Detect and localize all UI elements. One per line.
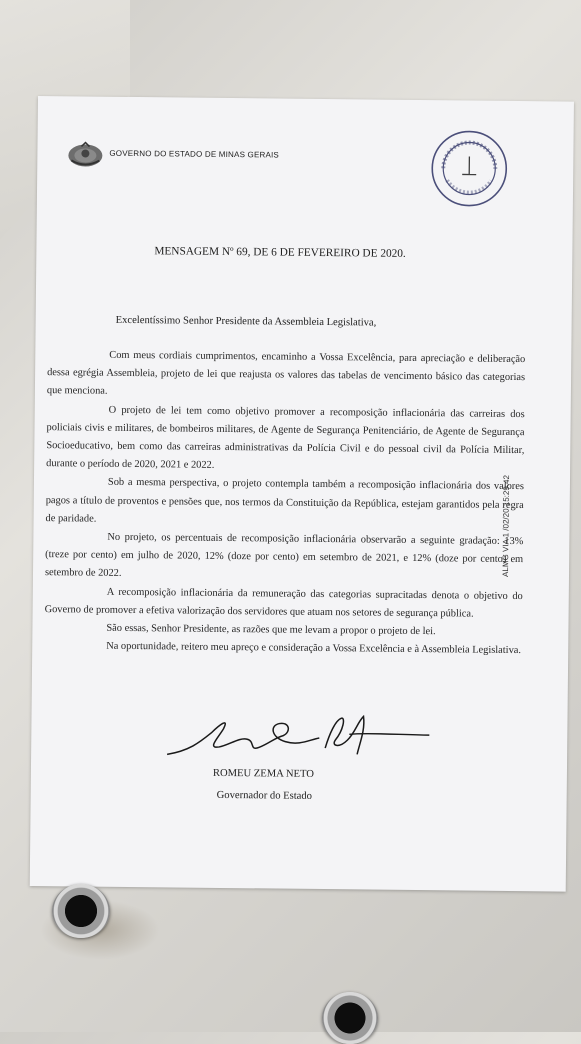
salutation: Excelentíssimo Senhor Presidente da Assembleia Legislativa, — [115, 314, 377, 329]
protocol-stamp-icon — [429, 128, 510, 209]
paragraph: Sob a mesma perspectiva, o projeto contempla também a recomposição inflacionária dos valores pagos a título de proventos e pensões que, nos termos da Constituição da República, estejam garantidos pela regra de paridade. — [45, 477, 524, 525]
paragraph: O projeto de lei tem como objetivo promover a recomposição inflacionária das carreiras dos policiais civis e militares, de bombeiros militares, de Agente de Segurança Penitenciário, de Agente de Segurança Socioeducativo, bem como das carreiras administrativas da Polícia Civil e do pessoal civil da Polícia Militar, durante o período de 2020, 2021 e 2022. — [46, 404, 525, 472]
paragraph: Com meus cordiais cumprimentos, encaminho a Vossa Excelência, para apreciação e deliberação dessa egrégia Assembleia, projeto de lei que reajusta os valores das tabelas de vencimento básico das categorias que menciona. — [46, 349, 526, 398]
document-title: MENSAGEM Nº 69, DE 6 DE FEVEREIRO DE 2020. — [154, 245, 406, 260]
wall-anchor-icon — [322, 992, 378, 1044]
document-body — [44, 346, 525, 660]
wall-anchor-icon — [52, 884, 110, 938]
signer-name: ROMEU ZEMA NETO — [212, 767, 315, 780]
signer-title: Governador do Estado — [216, 789, 313, 802]
receipt-side-stamp: ALMG VIA 1 /02/20 15:29:42 — [500, 475, 512, 577]
signature-icon — [159, 702, 440, 765]
paragraph: Na oportunidade, reitero meu apreço e consideração a Vossa Excelência e à Assembleia Legislativa. — [106, 640, 522, 657]
government-header: GOVERNO DO ESTADO DE MINAS GERAIS — [109, 148, 280, 160]
paragraph: No projeto, os percentuais de recomposição inflacionária observarão a seguinte gradação: 13% (treze por cento) em julho de 2020, 12% (doze por cento) em setembro de 2021, e 12% (doze por cento) em setembro de 2022. — [44, 531, 524, 580]
coat-of-arms-icon — [65, 140, 105, 168]
document-page — [30, 96, 574, 892]
paragraph: A recomposição inflacionária da remuneração das categorias supracitadas denota o objetivo do Governo de promover a efetiva valorização dos servidores que atuam nos setores de segurança pública. — [44, 586, 523, 620]
paragraph: São essas, Senhor Presidente, as razões que me levam a propor o projeto de lei. — [106, 622, 436, 638]
